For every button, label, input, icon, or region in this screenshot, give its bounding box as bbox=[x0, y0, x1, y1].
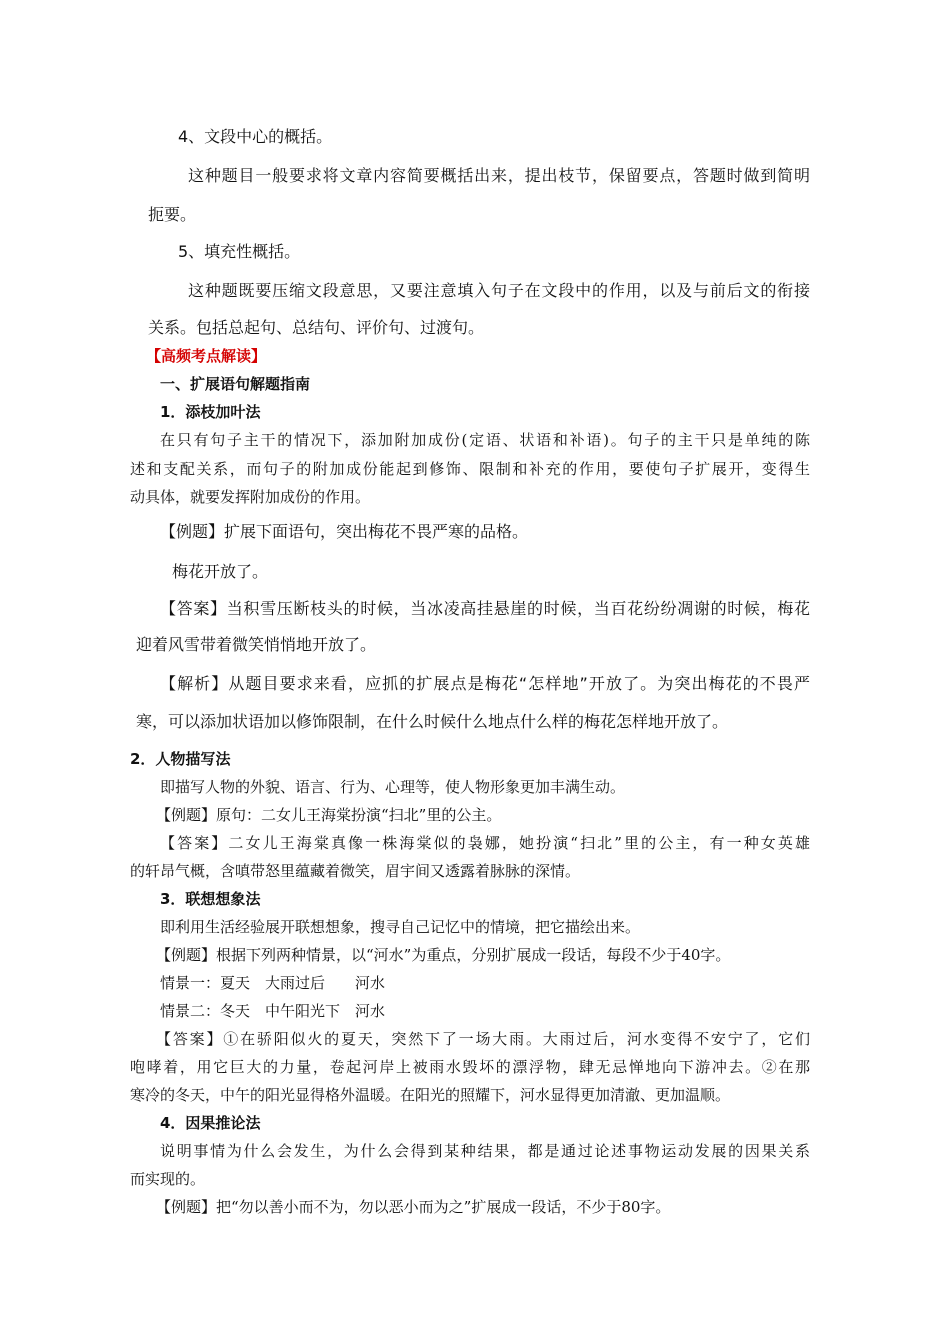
method4-body-line1: 说明事情为什么会发生，为什么会得到某种结果，都是通过论述事物运动发展的因果关系 bbox=[160, 1142, 810, 1160]
method3-answer-line3: 寒冷的冬天，中午的阳光显得格外温暖。在阳光的照耀下，河水显得更加清澈、更加温顺。 bbox=[130, 1086, 731, 1104]
section-tag: 【高频考点解读】 bbox=[146, 347, 267, 365]
method2-example: 【例题】原句：二女儿王海棠扮演“扫北”里的公主。 bbox=[156, 806, 502, 824]
method1-body-line1: 在只有句子主干的情况下，添加附加成份(定语、状语和补语)。句子的主干只是单纯的陈 bbox=[160, 431, 810, 449]
method2-answer-line2: 的轩昂气概，含嗔带怒里蕴藏着微笑，眉宇间又透露着脉脉的深情。 bbox=[130, 862, 581, 880]
item4-body-line2: 扼要。 bbox=[148, 205, 197, 224]
method1-example: 【例题】扩展下面语句，突出梅花不畏严寒的品格。 bbox=[160, 522, 529, 541]
item5-body-line1: 这种题既要压缩文段意思，又要注意填入句子在文段中的作用，以及与前后文的衔接 bbox=[188, 281, 810, 300]
method1-analysis-line2: 寒，可以添加状语加以修饰限制，在什么时候什么地点什么样的梅花怎样地开放了。 bbox=[136, 712, 729, 731]
method3-answer-line2: 咆哮着，用它巨大的力量，卷起河岸上被雨水毁坏的漂浮物，肆无忌惮地向下游冲去。②在那 bbox=[130, 1058, 810, 1076]
method2-title: 2．人物描写法 bbox=[130, 750, 231, 768]
method1-body-line3: 动具体，就要发挥附加成份的作用。 bbox=[130, 488, 371, 506]
method2-body: 即描写人物的外貌、语言、行为、心理等，使人物形象更加丰满生动。 bbox=[160, 778, 626, 796]
item4-body-line1: 这种题目一般要求将文章内容简要概括出来，提出枝节，保留要点，答题时做到简明 bbox=[188, 166, 810, 185]
method1-answer-line1: 【答案】当积雪压断枝头的时候，当冰凌高挂悬崖的时候，当百花纷纷凋谢的时候，梅花 bbox=[160, 599, 810, 618]
method1-title: 1．添枝加叶法 bbox=[160, 403, 261, 421]
method1-answer-line2: 迎着风雪带着微笑悄悄地开放了。 bbox=[136, 635, 377, 654]
method3-scene1: 情景一：夏天 大雨过后 河水 bbox=[160, 974, 386, 992]
item4-title: 4、文段中心的概括。 bbox=[178, 127, 333, 146]
method4-title: 4．因果推论法 bbox=[160, 1114, 261, 1132]
method4-example: 【例题】把“勿以善小而不为，勿以恶小而为之”扩展成一段话，不少于80字。 bbox=[156, 1198, 671, 1216]
method4-body-line2: 而实现的。 bbox=[130, 1170, 206, 1188]
method3-title: 3．联想想象法 bbox=[160, 890, 261, 908]
section-title: 一、扩展语句解题指南 bbox=[160, 375, 311, 393]
item5-title: 5、填充性概括。 bbox=[178, 242, 301, 261]
item5-body-line2: 关系。包括总起句、总结句、评价句、过渡句。 bbox=[148, 318, 485, 337]
method3-answer-line1: 【答案】①在骄阳似火的夏天，突然下了一场大雨。大雨过后，河水变得不安宁了，它们 bbox=[156, 1030, 810, 1048]
method3-example: 【例题】根据下列两种情景，以“河水”为重点，分别扩展成一段话，每段不少于40字。 bbox=[156, 946, 731, 964]
method1-analysis-line1: 【解析】从题目要求来看，应抓的扩展点是梅花“怎样地”开放了。为突出梅花的不畏严 bbox=[160, 674, 810, 693]
method1-example-sentence: 梅花开放了。 bbox=[172, 562, 269, 581]
method3-body: 即利用生活经验展开联想想象，搜寻自己记忆中的情境，把它描绘出来。 bbox=[160, 918, 641, 936]
method1-body-line2: 述和支配关系，而句子的附加成份能起到修饰、限制和补充的作用，要使句子扩展开，变得生 bbox=[130, 460, 810, 478]
method3-scene2: 情景二：冬天 中午阳光下 河水 bbox=[160, 1002, 386, 1020]
method2-answer-line1: 【答案】二女儿王海棠真像一株海棠似的袅娜，她扮演“扫北”里的公主，有一种女英雄 bbox=[160, 834, 810, 852]
